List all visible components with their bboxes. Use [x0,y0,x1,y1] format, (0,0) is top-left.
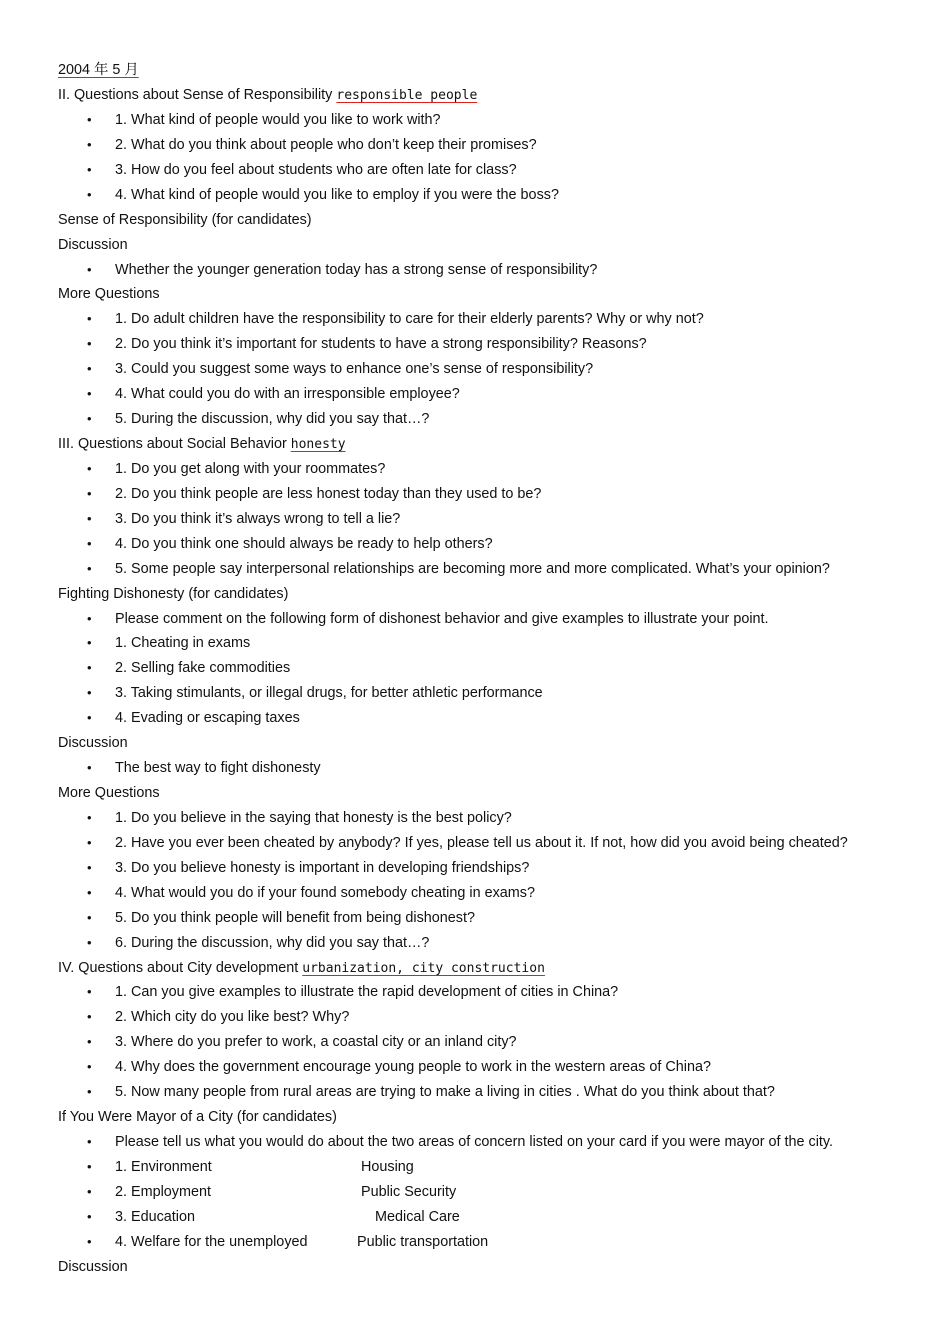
line-text: The best way to fight dishonesty [115,760,321,776]
list-item [115,834,848,852]
line-text: 1. Do you believe in the saying that honesty is the best policy? [115,810,512,826]
list-item [115,934,429,952]
line-text: 2. Employment [115,1184,211,1200]
line-text: 3. Could you suggest some ways to enhance one’s sense of responsibility? [115,361,594,377]
bullet-dot-icon: • [87,386,92,401]
list-item [115,335,647,353]
section-heading [58,236,128,254]
line-text: Fighting Dishonesty (for candidates) [58,586,289,602]
line-text: 1. Can you give examples to illustrate the rapid development of cities in China? [115,984,619,1000]
bullet-dot-icon: • [87,984,92,999]
line-text: More Questions [58,286,160,302]
list-item [115,809,512,827]
line-text: 3. How do you feel about students who are often late for class? [115,162,517,178]
bullet-dot-icon: • [87,635,92,650]
section-heading [58,1258,128,1276]
bullet-dot-icon: • [87,486,92,501]
concern-area-right: Housing [361,1159,414,1175]
date-heading: 2004 年 5 月 [58,62,139,78]
line-text: Sense of Responsibility (for candidates) [58,212,312,228]
line-text: 4. What kind of people would you like to employ if you were the boss? [115,187,559,203]
list-item [115,659,290,677]
section-heading [58,86,477,105]
bullet-dot-icon: • [87,112,92,127]
list-item [115,1008,349,1026]
list-item [115,1058,711,1076]
list-item [115,610,769,628]
section-heading [58,285,160,303]
line-text: Whether the younger generation today has a strong sense of responsibility? [115,262,598,278]
list-item [115,261,597,279]
list-item [115,1183,211,1201]
line-text: 3. Do you think it’s always wrong to tell a lie? [115,511,401,527]
section-heading [58,959,545,978]
line-text: 1. Do you get along with your roommates? [115,461,386,477]
concern-area-right: Medical Care [375,1209,460,1225]
bullet-dot-icon: • [87,511,92,526]
bullet-dot-icon: • [87,685,92,700]
section-heading [58,211,312,229]
line-text: 1. Do adult children have the responsibility to care for their elderly parents? Why or why not? [115,311,704,327]
bullet-dot-icon: • [87,1234,92,1249]
line-text: 2. Do you think it’s important for students to have a strong responsibility? Reasons? [115,336,647,352]
line-text: Discussion [58,237,128,253]
list-item [115,410,429,428]
bullet-dot-icon: • [87,835,92,850]
line-text: 1. What kind of people would you like to work with? [115,112,441,128]
line-text: 1. Cheating in exams [115,635,251,651]
bullet-dot-icon: • [87,611,92,626]
bullet-dot-icon: • [87,162,92,177]
bullet-dot-icon: • [87,660,92,675]
list-item [115,1233,308,1251]
concern-area-right: Public transportation [357,1234,489,1250]
list-item [115,983,618,1001]
bullet-dot-icon: • [87,910,92,925]
bullet-dot-icon: • [87,1059,92,1074]
line-text: 2. Do you think people are less honest today than they used to be? [115,486,542,502]
bullet-dot-icon: • [87,810,92,825]
line-text: Discussion [58,735,128,751]
list-item [115,385,460,403]
bullet-dot-icon: • [87,1034,92,1049]
line-text: 6. During the discussion, why did you say that…? [115,935,430,951]
list-item [115,1158,212,1176]
line-text: III. Questions about Social Behavior [58,436,291,452]
line-text: 4. What could you do with an irresponsible employee? [115,386,460,402]
annotation-note: honesty [290,437,346,452]
list-item [115,1083,775,1101]
line-text: 3. Education [115,1209,196,1225]
line-text: 4. Evading or escaping taxes [115,710,300,726]
bullet-dot-icon: • [87,262,92,277]
bullet-dot-icon: • [87,860,92,875]
bullet-dot-icon: • [87,187,92,202]
bullet-dot-icon: • [87,311,92,326]
list-item [115,1208,195,1226]
bullet-dot-icon: • [87,885,92,900]
bullet-dot-icon: • [87,760,92,775]
line-text: More Questions [58,785,160,801]
line-text: 5. During the discussion, why did you say that…? [115,411,430,427]
list-item [115,510,400,528]
list-item [115,1133,833,1151]
bullet-dot-icon: • [87,137,92,152]
line-text: IV. Questions about City development [58,960,303,976]
list-item [115,759,321,777]
section-heading [58,1108,337,1126]
line-text: 3. Where do you prefer to work, a coastal city or an inland city? [115,1034,517,1050]
line-text: 4. Welfare for the unemployed [115,1234,308,1250]
line-text: 5. Now many people from rural areas are trying to make a living in cities . What do you think about that? [115,1084,775,1100]
line-text: 4. What would you do if your found somebody cheating in exams? [115,885,535,901]
annotation-note: urbanization, city construction [302,961,545,976]
section-heading [58,784,160,802]
section-heading [58,435,346,454]
bullet-dot-icon: • [87,1134,92,1149]
line-text: II. Questions about Sense of Responsibility [58,87,337,103]
bullet-dot-icon: • [87,1159,92,1174]
line-text: Please tell us what you would do about the two areas of concern listed on your card if you were mayor of the city. [115,1134,834,1150]
list-item [115,634,250,652]
list-item [115,884,535,902]
list-item [115,560,830,578]
list-item [115,111,441,129]
list-item [115,186,559,204]
bullet-dot-icon: • [87,1209,92,1224]
list-item [115,1033,517,1051]
line-text: 2. Selling fake commodities [115,660,291,676]
list-item [115,909,475,927]
annotation-note: responsible people [336,88,478,103]
list-item [115,136,537,154]
bullet-dot-icon: • [87,411,92,426]
line-text: Discussion [58,1259,128,1275]
line-text: 2. Which city do you like best? Why? [115,1009,350,1025]
line-text: 5. Do you think people will benefit from being dishonest? [115,910,475,926]
bullet-dot-icon: • [87,1009,92,1024]
bullet-dot-icon: • [87,361,92,376]
bullet-dot-icon: • [87,710,92,725]
line-text: 2. Have you ever been cheated by anybody? If yes, please tell us about it. If not, how did you avoid being cheated? [115,835,848,851]
line-text: Please comment on the following form of dishonest behavior and give examples to illustrate your point. [115,611,769,627]
list-item [115,360,593,378]
line-text: 2. What do you think about people who don’t keep their promises? [115,137,537,153]
line-text: 4. Do you think one should always be ready to help others? [115,536,493,552]
section-heading [58,585,288,603]
list-item [115,161,517,179]
line-text: 3. Taking stimulants, or illegal drugs, for better athletic performance [115,685,543,701]
list-item [115,684,543,702]
list-item [115,310,704,328]
line-text: If You Were Mayor of a City (for candidates) [58,1109,337,1125]
bullet-dot-icon: • [87,935,92,950]
section-heading [58,734,128,752]
line-text: 4. Why does the government encourage young people to work in the western areas of China? [115,1059,711,1075]
list-item [115,859,529,877]
concern-area-right: Public Security [361,1184,457,1200]
bullet-dot-icon: • [87,1184,92,1199]
list-item [115,460,385,478]
list-item [115,535,493,553]
bullet-dot-icon: • [87,536,92,551]
bullet-dot-icon: • [87,561,92,576]
bullet-dot-icon: • [87,461,92,476]
list-item [115,709,300,727]
line-text: 3. Do you believe honesty is important in developing friendships? [115,860,530,876]
line-text: 5. Some people say interpersonal relationships are becoming more and more complicated. What’s your opinion? [115,561,830,577]
bullet-dot-icon: • [87,336,92,351]
line-text: 1. Environment [115,1159,212,1175]
bullet-dot-icon: • [87,1084,92,1099]
list-item [115,485,541,503]
